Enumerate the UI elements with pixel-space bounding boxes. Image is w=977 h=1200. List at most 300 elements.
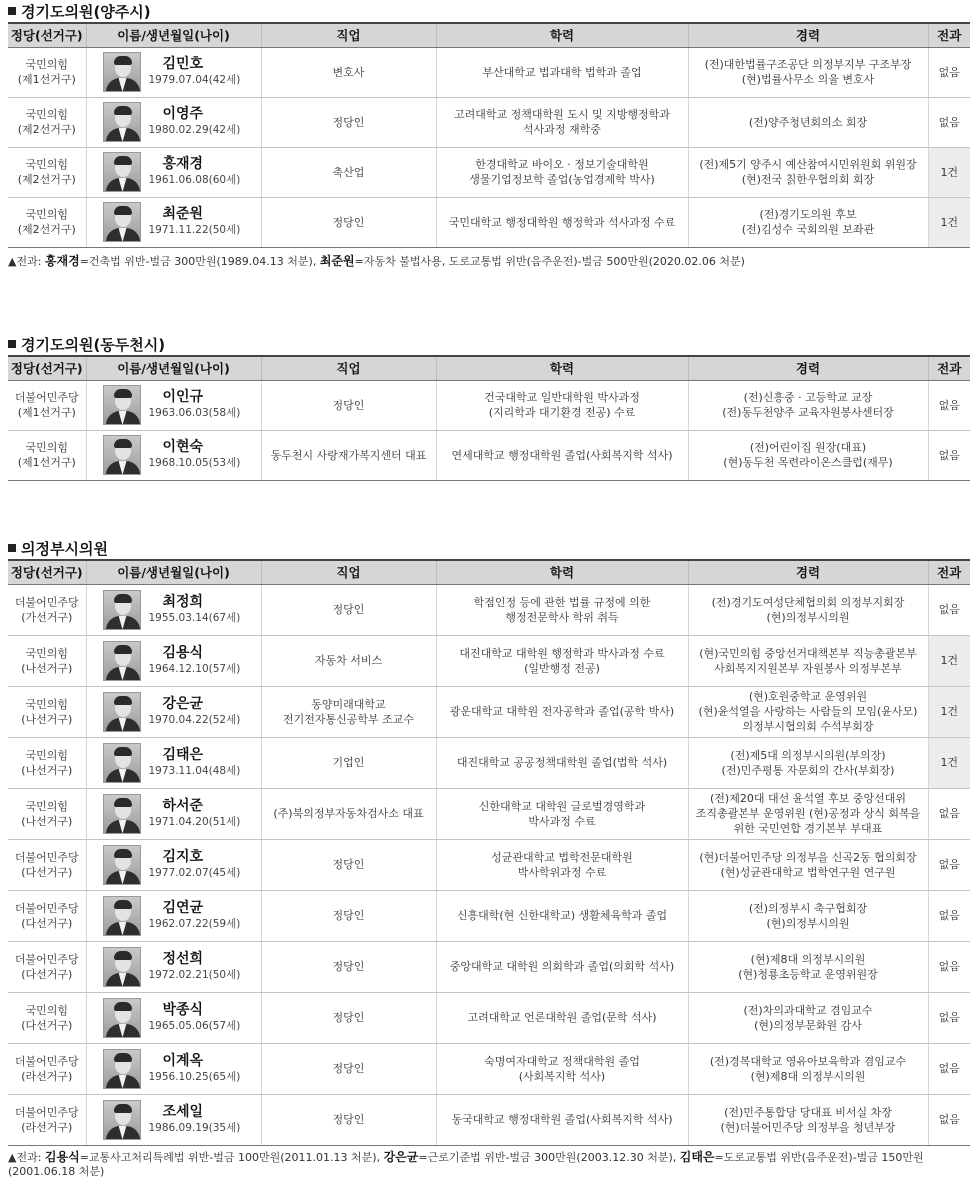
party-name: 국민의힘 [25, 108, 68, 121]
party-name: 더불어민주당 [14, 595, 79, 609]
name-cell [86, 1094, 261, 1145]
name-cell [86, 737, 261, 788]
party-cell [8, 430, 86, 480]
name-cell [86, 380, 261, 430]
section-title-text: 경기도의원(양주시) [21, 3, 151, 21]
education-cell [436, 839, 688, 890]
candidate-photo [103, 845, 141, 885]
party-cell [8, 737, 86, 788]
party-name: 국민의힘 [25, 748, 68, 762]
job-cell [261, 147, 436, 197]
education-line: 고려대학교 정책대학원 도시 및 지방행정학과 [454, 108, 670, 121]
education-cell [436, 788, 688, 839]
name-cell [86, 197, 261, 247]
candidate-name: 최정희 [162, 593, 204, 610]
career-line: (현)의정부시의원 [766, 610, 850, 624]
district: (다선거구) [21, 1018, 73, 1032]
party-name: 더불어민주당 [14, 952, 79, 966]
record-cell: 없음 [928, 788, 970, 839]
district: (라선거구) [21, 1069, 73, 1083]
job-line: 정당인 [332, 1011, 365, 1024]
candidate-name: 홍재경 [162, 156, 204, 172]
party-cell [8, 890, 86, 941]
education-line: 대진대학교 대학원 행정학과 박사과정 수료 [459, 646, 665, 660]
career-line: (현)호원중학교 운영위원 [748, 690, 868, 703]
party-cell [8, 97, 86, 147]
career-line: 의정부시협의회 수석부회장 [742, 720, 874, 733]
column-header: 이름/생년월일(나이) [86, 23, 261, 47]
party-cell [8, 686, 86, 737]
education-cell [436, 1094, 688, 1145]
column-header: 정당(선거구) [8, 356, 86, 380]
note-candidate-name: 김태은 [679, 1149, 715, 1164]
header-row [8, 356, 970, 380]
candidate-name: 최준원 [162, 206, 204, 222]
column-header: 이름/생년월일(나이) [86, 356, 261, 380]
name-cell [86, 1043, 261, 1094]
record-cell: 없음 [928, 890, 970, 941]
candidate-photo [103, 998, 141, 1038]
education-cell [436, 737, 688, 788]
education-line: 광운대학교 대학원 전자공학과 졸업(공학 박사) [449, 705, 675, 718]
party-name: 국민의힘 [25, 58, 68, 71]
party-cell [8, 380, 86, 430]
note-text: =자동차 불법사용, 도로교통법 위반(음주운전)-벌금 500만원(2020.02.06 처분) [354, 254, 745, 268]
column-header: 정당(선거구) [8, 560, 86, 584]
career-cell [688, 686, 928, 737]
party-name: 국민의힘 [25, 1003, 68, 1017]
career-cell [688, 1043, 928, 1094]
note-text: =근로기준법 위반-벌금 300만원(2003.12.30 처분), [418, 1150, 680, 1164]
candidate-name: 이현숙 [162, 439, 204, 455]
candidate-name: 정선희 [162, 950, 204, 967]
education-line: 동국대학교 행정대학원 졸업(사회복지학 석사) [451, 1113, 673, 1126]
note-text: =교통사고처리특례법 위반-벌금 100만원(2011.01.13 처분), [79, 1150, 384, 1164]
candidate-table [8, 559, 970, 1146]
district: (나선거구) [21, 712, 73, 726]
party-name: 국민의힘 [25, 208, 68, 221]
career-cell [688, 197, 928, 247]
party-name: 더불어민주당 [14, 391, 79, 404]
square-bullet-icon [8, 544, 16, 552]
job-line: 자동차 서비스 [314, 654, 383, 667]
career-cell [688, 430, 928, 480]
note-text: (2001.06.18 처분) [8, 1164, 105, 1178]
district: (제1선거구) [17, 456, 76, 469]
career-cell [688, 839, 928, 890]
career-line: (전)민주평통 자문회의 간사(부회장) [721, 763, 895, 777]
party-name: 국민의힘 [25, 697, 68, 711]
job-cell [261, 992, 436, 1043]
candidate-photo [103, 692, 141, 732]
name-cell [86, 97, 261, 147]
square-bullet-icon [8, 340, 16, 348]
education-line: 중앙대학교 대학원 의회학과 졸업(의회학 석사) [449, 960, 675, 973]
record-cell: 1건 [928, 635, 970, 686]
job-cell [261, 788, 436, 839]
job-line: 정당인 [332, 115, 365, 129]
table-row [8, 788, 970, 839]
record-cell: 없음 [928, 584, 970, 635]
district: (다선거구) [21, 916, 73, 930]
career-line: (현)의정부시의원 [766, 916, 850, 930]
career-line: (현)제8대 의정부시의원 [750, 952, 866, 966]
birth-date: 1970.04.22(52세) [148, 713, 241, 726]
section-title [8, 335, 970, 355]
candidate-name: 박종식 [162, 1001, 204, 1018]
note-candidate-name: 최준원 [319, 253, 355, 268]
name-cell [86, 584, 261, 635]
education-line: (일반행정 전공) [524, 661, 600, 675]
career-cell [688, 1094, 928, 1145]
job-cell [261, 1043, 436, 1094]
candidate-photo [103, 435, 141, 475]
column-header: 이름/생년월일(나이) [86, 560, 261, 584]
candidate-photo [103, 152, 141, 192]
birth-date: 1955.03.14(67세) [148, 611, 241, 624]
name-cell [86, 941, 261, 992]
name-cell [86, 47, 261, 97]
education-line: 한경대학교 바이오 · 정보기술대학원 [475, 158, 649, 171]
record-cell: 없음 [928, 47, 970, 97]
table-row [8, 147, 970, 197]
job-line: (주)북의정부자동차검사소 대표 [273, 807, 424, 820]
column-header: 정당(선거구) [8, 23, 86, 47]
career-line: (전)김성수 국회의원 보좌관 [741, 223, 875, 236]
section-2 [8, 335, 970, 481]
table-row [8, 47, 970, 97]
candidate-photo [103, 52, 141, 92]
party-cell [8, 47, 86, 97]
party-cell [8, 147, 86, 197]
birth-date: 1961.06.08(60세) [148, 174, 241, 186]
district: (나선거구) [21, 763, 73, 777]
career-line: (전)동두천양주 교육자원봉사센터장 [722, 406, 894, 419]
career-line: (전)민주통합당 당대표 비서실 차장 [724, 1105, 892, 1119]
career-line: (현)법률사무소 의율 변호사 [741, 73, 875, 86]
education-line: 신흥대학(현 신한대학교) 생활체육학과 졸업 [456, 909, 668, 922]
candidate-photo [103, 202, 141, 242]
career-line: (현)의정부문화원 감사 [754, 1018, 862, 1032]
district: (제1선거구) [17, 73, 76, 86]
table-row [8, 380, 970, 430]
candidate-name: 김지호 [162, 848, 204, 865]
job-cell [261, 686, 436, 737]
name-cell [86, 788, 261, 839]
career-line: (전)대한법률구조공단 의정부지부 구조부장 [704, 58, 912, 71]
name-cell [86, 147, 261, 197]
job-line: 변호사 [332, 65, 365, 79]
career-line: (전)경기도여성단체협의회 의정부지회장 [711, 595, 905, 609]
career-line: (전)양주청년회의소 회장 [748, 115, 868, 129]
education-line: 행정전문학사 학위 취득 [505, 610, 619, 624]
education-line: (사회복지학 석사) [518, 1069, 606, 1083]
job-line: 정당인 [332, 398, 365, 412]
education-cell [436, 430, 688, 480]
note-text: =건축법 위반-벌금 300만원(1989.04.13 처분), [79, 254, 320, 268]
district: (라선거구) [21, 1120, 73, 1134]
note-text: ▲전과: [8, 1150, 45, 1164]
district: (가선거구) [21, 610, 73, 624]
header-row [8, 23, 970, 47]
district: (제2선거구) [17, 123, 76, 136]
job-line: 축산업 [332, 165, 365, 179]
column-header: 전과 [928, 356, 970, 380]
section-3 [8, 539, 970, 1179]
note-candidate-name: 홍재경 [44, 253, 80, 268]
career-line: (전)의정부시 축구협회장 [748, 901, 868, 915]
party-name: 국민의힘 [25, 158, 68, 171]
candidate-table [8, 22, 970, 248]
column-header: 전과 [928, 23, 970, 47]
job-line: 정당인 [332, 603, 365, 616]
birth-date: 1962.07.22(59세) [148, 917, 241, 930]
section-title-text: 의정부시의원 [21, 540, 108, 558]
district: (다선거구) [21, 967, 73, 981]
education-line: (지리학과 대기환경 전공) 수료 [488, 406, 636, 419]
career-line: (전)제5기 양주시 예산참여시민위원회 위원장 [699, 158, 917, 171]
education-cell [436, 584, 688, 635]
birth-date: 1971.04.20(51세) [148, 815, 241, 828]
candidate-name: 김태은 [162, 746, 204, 763]
district: (나선거구) [21, 661, 73, 675]
party-name: 국민의힘 [25, 441, 68, 454]
record-cell: 1건 [928, 737, 970, 788]
record-cell: 없음 [928, 839, 970, 890]
career-line: (전)신흥중 · 고등학교 교장 [743, 391, 873, 404]
birth-date: 1986.09.19(35세) [148, 1121, 241, 1134]
district: (제2선거구) [17, 223, 76, 236]
education-cell [436, 890, 688, 941]
table-row [8, 97, 970, 147]
candidate-name: 조세일 [162, 1103, 204, 1120]
header-row [8, 560, 970, 584]
career-line: 위한 국민연합 경기본부 부대표 [733, 822, 883, 835]
party-cell [8, 941, 86, 992]
career-line: (전)어린이집 원장(대표) [749, 441, 867, 454]
job-cell [261, 197, 436, 247]
party-name: 더불어민주당 [14, 1105, 79, 1119]
section-title-text: 경기도의원(동두천시) [21, 336, 166, 354]
education-line: 성균관대학교 법학전문대학원 [491, 850, 633, 864]
table-row [8, 737, 970, 788]
district: (나선거구) [21, 814, 73, 828]
career-cell [688, 380, 928, 430]
table-row [8, 686, 970, 737]
career-line: (현)전국 칡한우협의회 회장 [741, 173, 875, 186]
education-cell [436, 47, 688, 97]
column-header: 학력 [436, 560, 688, 584]
note-text: =도로교통법 위반(음주운전)-벌금 150만원 [714, 1150, 924, 1164]
career-cell [688, 941, 928, 992]
job-cell [261, 1094, 436, 1145]
column-header: 경력 [688, 356, 928, 380]
candidate-name: 김용식 [162, 644, 204, 661]
candidate-photo [103, 1100, 141, 1140]
education-line: 박사과정 수료 [528, 814, 596, 828]
name-cell [86, 839, 261, 890]
birth-date: 1979.07.04(42세) [148, 74, 241, 86]
party-cell [8, 788, 86, 839]
job-cell [261, 380, 436, 430]
job-line: 기업인 [332, 756, 365, 769]
job-line: 정당인 [332, 960, 365, 973]
name-cell [86, 635, 261, 686]
birth-date: 1972.02.21(50세) [148, 968, 241, 981]
section-title [8, 2, 970, 22]
column-header: 직업 [261, 356, 436, 380]
career-line: (현)국민의힘 중앙선거대책본부 직능총괄본부 [699, 646, 917, 660]
job-line: 정당인 [332, 858, 365, 871]
education-cell [436, 635, 688, 686]
record-cell: 없음 [928, 941, 970, 992]
record-cell: 없음 [928, 1043, 970, 1094]
table-row [8, 584, 970, 635]
career-line: (전)제20대 대선 윤석열 후보 중앙선대위 [710, 792, 906, 805]
birth-date: 1965.05.06(57세) [148, 1019, 241, 1032]
career-cell [688, 635, 928, 686]
candidate-photo [103, 743, 141, 783]
party-name: 더불어민주당 [14, 1054, 79, 1068]
career-cell [688, 890, 928, 941]
candidate-name: 강은균 [162, 695, 204, 712]
note-candidate-name: 김용식 [44, 1149, 80, 1164]
party-cell [8, 635, 86, 686]
candidate-name: 하서준 [162, 797, 204, 814]
education-line: 대진대학교 공공정책대학원 졸업(법학 석사) [456, 756, 668, 769]
candidate-photo [103, 385, 141, 425]
job-cell [261, 737, 436, 788]
education-cell [436, 1043, 688, 1094]
education-line: 부산대학교 법과대학 법학과 졸업 [482, 65, 642, 79]
name-cell [86, 686, 261, 737]
career-line: (현)제8대 의정부시의원 [750, 1069, 866, 1083]
birth-date: 1971.11.22(50세) [148, 224, 241, 236]
birth-date: 1973.11.04(48세) [148, 764, 241, 777]
education-cell [436, 97, 688, 147]
column-header: 경력 [688, 560, 928, 584]
career-cell [688, 992, 928, 1043]
education-line: 신한대학교 대학원 글로벌경영학과 [478, 799, 646, 813]
job-line: 정당인 [332, 215, 365, 229]
record-cell: 없음 [928, 1094, 970, 1145]
column-header: 경력 [688, 23, 928, 47]
career-cell [688, 147, 928, 197]
party-cell [8, 1094, 86, 1145]
party-cell [8, 1043, 86, 1094]
job-cell [261, 839, 436, 890]
career-line: (현)더불어민주당 의정부을 신곡2동 협의회장 [699, 850, 917, 864]
table-row [8, 1043, 970, 1094]
district: (제2선거구) [17, 173, 76, 186]
candidate-name: 이영주 [162, 106, 204, 122]
career-line: (현)윤석열을 사랑하는 사람들의 모임(윤사모) [698, 705, 918, 718]
name-cell [86, 430, 261, 480]
candidate-table [8, 355, 970, 481]
table-row [8, 839, 970, 890]
record-cell: 없음 [928, 97, 970, 147]
party-cell [8, 197, 86, 247]
job-cell [261, 890, 436, 941]
birth-date: 1977.02.07(45세) [148, 866, 241, 879]
candidate-photo [103, 896, 141, 936]
education-line: 국민대학교 행정대학원 행정학과 석사과정 수료 [448, 215, 676, 229]
education-line: 고려대학교 언론대학원 졸업(문학 석사) [467, 1011, 657, 1024]
column-header: 직업 [261, 560, 436, 584]
square-bullet-icon [8, 7, 16, 15]
column-header: 직업 [261, 23, 436, 47]
record-cell: 없음 [928, 992, 970, 1043]
criminal-record-note [8, 254, 970, 269]
criminal-record-note [8, 1150, 970, 1179]
note-candidate-name: 강은균 [383, 1149, 419, 1164]
record-cell: 1건 [928, 686, 970, 737]
education-line: 건국대학교 일반대학원 박사과정 [484, 391, 640, 404]
birth-date: 1968.10.05(53세) [148, 457, 241, 469]
candidate-photo [103, 641, 141, 681]
record-cell: 없음 [928, 430, 970, 480]
career-cell [688, 47, 928, 97]
career-line: (현)동두천 목련라이온스클럽(재무) [723, 456, 893, 469]
career-line: 조직총괄본부 운영위원 (현)공정과 상식 회복을 [695, 807, 921, 820]
education-cell [436, 380, 688, 430]
career-cell [688, 788, 928, 839]
job-line: 정당인 [332, 909, 365, 922]
job-line: 동양미래대학교 [311, 697, 386, 711]
job-cell [261, 97, 436, 147]
career-line: (전)차의과대학교 겸임교수 [743, 1003, 873, 1017]
education-cell [436, 941, 688, 992]
job-cell [261, 941, 436, 992]
birth-date: 1963.06.03(58세) [148, 407, 241, 419]
career-line: (전)제5대 의정부시의원(부의장) [730, 748, 886, 762]
candidate-photo [103, 1049, 141, 1089]
party-cell [8, 992, 86, 1043]
birth-date: 1980.02.29(42세) [148, 124, 241, 136]
job-cell [261, 430, 436, 480]
career-line: (현)청룡초등학교 운영위원장 [738, 967, 878, 981]
name-cell [86, 992, 261, 1043]
record-cell: 1건 [928, 147, 970, 197]
career-cell [688, 737, 928, 788]
candidate-photo [103, 794, 141, 834]
education-line: 학점인정 등에 관한 법률 규정에 의한 [473, 595, 651, 609]
table-row [8, 430, 970, 480]
table-row [8, 992, 970, 1043]
education-line: 숙명여자대학교 정책대학원 졸업 [484, 1054, 640, 1068]
party-name: 국민의힘 [25, 799, 68, 813]
career-line: (전)경기도의원 후보 [759, 208, 857, 221]
table-row [8, 941, 970, 992]
column-header: 전과 [928, 560, 970, 584]
job-cell [261, 584, 436, 635]
district: (제1선거구) [17, 406, 76, 419]
note-text: ▲전과: [8, 254, 45, 268]
party-cell [8, 839, 86, 890]
district: (다선거구) [21, 865, 73, 879]
party-name: 더불어민주당 [14, 901, 79, 915]
column-header: 학력 [436, 356, 688, 380]
candidate-photo [103, 947, 141, 987]
education-line: 생물기업정보학 졸업(농업경제학 박사) [469, 173, 655, 186]
table-row [8, 890, 970, 941]
column-header: 학력 [436, 23, 688, 47]
party-name: 국민의힘 [25, 646, 68, 660]
candidate-name: 김연균 [162, 899, 204, 916]
career-cell [688, 584, 928, 635]
career-line: (현)성균관대학교 법학연구원 연구원 [720, 865, 896, 879]
table-row [8, 1094, 970, 1145]
